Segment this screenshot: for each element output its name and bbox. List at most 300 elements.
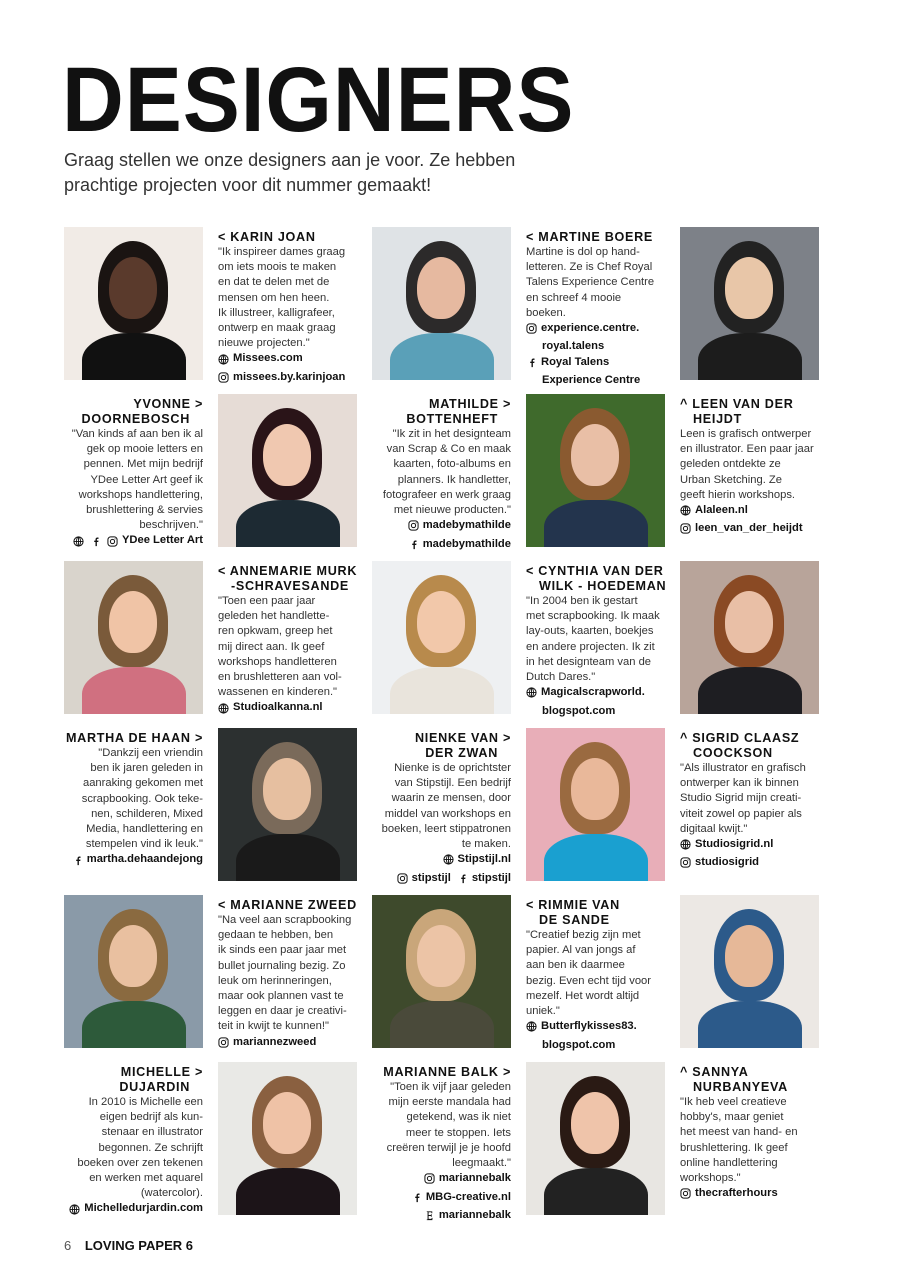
link-line [372,1208,511,1226]
bio-line: ontwerp en maak graag [218,322,336,335]
bio-line: kaarten, foto-albums en [393,458,511,471]
globe-icon [680,839,691,850]
name-line [218,230,357,245]
arrow-icon: > [502,397,511,411]
bio-line: geleden het handlette- [218,610,330,623]
body-shape [698,667,802,714]
bio-line: maar ook plannen vast te [218,990,344,1003]
bio-line: en illustrator. Een paar jaar [680,443,814,456]
sigrid-claasz-coockson-profile [680,731,819,884]
facebook-link[interactable] [457,871,511,886]
bio-line: en brushletteren aan vol- [218,671,342,684]
face-shape [571,424,619,486]
bio-line: lay-outs, kaarten, boekjes [526,625,654,638]
link-line [372,1171,511,1189]
bio-line: ren opkwam, greep het [218,625,333,638]
designer-bio [64,427,203,533]
designer-name [64,397,203,427]
bio-line: online handlettering [680,1156,778,1169]
link-line [526,1038,665,1053]
bio-line: in het designteam van de [526,655,652,668]
bio-line: met scrapbooking. Ik maak [526,610,660,623]
designer-bio [218,245,357,351]
designer-bio [372,1080,511,1171]
name-text: MARTINE BOERE [538,230,654,244]
name-text: ANNEMARIE MURK [229,564,358,578]
instagram-link[interactable] [680,521,803,536]
name-line [526,564,665,579]
link-line [64,533,203,551]
link-line [372,871,511,889]
link-text: Studioalkanna.nl [233,701,323,714]
designer-name [526,898,665,928]
instagram-link[interactable] [408,518,511,533]
bio-line: boeken over zen tekenen [77,1156,203,1169]
face-shape [109,925,157,987]
instagram-link[interactable] [218,370,345,385]
instagram-icon [107,536,118,547]
bio-line: "Na veel aan scrapbooking [218,914,352,926]
name-text: MARIANNE BALK [383,1065,499,1079]
link-text: blogspot.com [542,704,616,717]
link-text: YDee Letter Art [121,534,203,547]
bio-line: Ik illustreer, kalligrafeer, [218,306,335,319]
name-text: HEIJDT [693,412,742,426]
mathilde-bottenheft-profile [372,397,511,550]
name-text: BOTTENHEFT [406,412,498,426]
bio-line: en andere projecten. Ik zit [526,640,655,653]
body-shape [236,834,340,881]
bio-line: "Ik inspireer dames graag [218,246,346,258]
globe-link[interactable] [526,685,645,700]
name-line [680,746,819,761]
globe-icon [526,687,537,698]
link-text: Missees.com [233,352,303,365]
bio-line: middel van workshops en [384,807,511,820]
link-line [218,1035,357,1053]
name-line [680,731,819,746]
arrow-icon: ^ [680,397,689,411]
arrow-icon: > [194,1065,203,1079]
link-line [680,837,819,855]
bio-line: planners. Ik handletter, [397,473,511,486]
globe-icon [443,854,454,865]
link-line [680,503,819,521]
facebook-icon [408,539,419,550]
instagram-icon [680,523,691,534]
arrow-icon: > [502,1065,511,1079]
name-text: SIGRID CLAASZ [692,731,800,745]
facebook-link[interactable] [90,536,101,547]
link-text: royal.talens [542,340,605,353]
face-shape [725,591,773,653]
globe-icon [73,536,84,547]
instagram-link[interactable] [218,1035,316,1050]
bio-line: stenaar en illustrator [101,1126,203,1139]
face-shape [263,424,311,486]
designer-bio [526,245,665,321]
name-line [526,913,665,928]
leen-van-der-heijdt-profile [680,397,819,550]
facebook-icon [411,1192,422,1203]
page-subtitle: Graag stellen we onze designers aan je voor. Ze hebben prachtige projecten voor dit nummer gemaakt! [64,150,516,195]
instagram-link[interactable] [107,533,203,548]
facebook-link[interactable] [411,1190,511,1205]
link-text: Studiosigrid.nl [695,838,774,851]
name-line [680,1065,819,1080]
link-line [526,373,665,388]
link-line [526,321,665,339]
link-line [526,339,665,354]
sigrid-claasz-coockson-photo [680,561,819,714]
bio-line: het meest van hand- en [680,1126,798,1139]
globe-icon [680,505,691,516]
name-line [218,579,357,594]
globe-link[interactable] [69,1201,203,1216]
bio-line: "Dankzij een vriendin [98,747,203,759]
body-shape [698,333,802,380]
link-text: stipstijl [411,871,451,884]
name-line [372,746,511,761]
body-shape [544,1168,648,1215]
etsy-link[interactable] [424,1208,511,1223]
name-text: -SCHRAVESANDE [231,579,350,593]
name-text: KARIN JOAN [230,230,316,244]
rimmie-van-de-sande-photo [372,895,511,1048]
karin-joan-photo [64,227,203,380]
michelle-dujardin-profile [64,1065,203,1218]
marianne-balk-photo [526,1062,665,1215]
bio-line: geleden ontdekte ze [680,458,781,471]
facebook-link[interactable] [526,355,609,370]
globe-link[interactable] [526,1019,637,1034]
name-text: SANNYA [692,1065,749,1079]
bio-line: "Creatief bezig zijn met [526,929,641,941]
bio-line: waarin ze mensen, door [391,792,511,805]
link-text: Magicalscrapworld. [541,686,645,699]
globe-icon [526,1021,537,1032]
arrow-icon: < [526,230,535,244]
link-line [526,1019,665,1037]
bio-line: Media, handlettering en [86,823,203,836]
designer-name [64,731,203,746]
globe-link[interactable] [680,837,773,852]
designer-name [680,731,819,761]
face-shape [417,591,465,653]
face-shape [725,925,773,987]
name-text: RIMMIE VAN [538,898,620,912]
face-shape [263,1092,311,1154]
bio-line: begonnen. Ze schrijft [98,1141,203,1154]
bio-line: In 2010 is Michelle een [88,1096,203,1108]
name-text: COOCKSON [693,746,773,760]
bio-line: getekend, was ik niet [406,1111,511,1124]
name-line [218,898,357,913]
face-shape [571,758,619,820]
name-text: MARTHA DE HAAN [65,731,191,745]
continued-link[interactable] [526,339,604,354]
bio-line: digitaal kwijt." [680,822,748,835]
bio-line: bullet journaling bezig. Zo [218,959,346,972]
bio-line: bezig. Even echt tijd voor [526,974,651,987]
face-shape [109,257,157,319]
bio-line: gedaan te hebben, ben [218,929,334,942]
body-shape [82,333,186,380]
body-shape [390,333,494,380]
marianne-zweed-profile [218,898,357,1051]
bio-line: workshops." [680,1172,741,1185]
facebook-icon [526,357,537,368]
annemarie-murk-schravesande-profile [218,564,357,717]
yvonne-doornebosch-profile [64,397,203,550]
link-line [680,855,819,873]
name-line [64,731,203,746]
globe-link[interactable] [680,503,748,518]
bio-line: en werken met aquarel [89,1172,203,1185]
name-line [372,731,511,746]
globe-link[interactable] [218,351,303,366]
bio-line: "Toen een paar jaar [218,595,316,607]
bio-line: viteit zowel op papier als [680,807,802,820]
annemarie-murk-schravesande-photo [64,561,203,714]
bio-line: Martine is dol op hand- [526,246,640,258]
instagram-icon [424,1173,435,1184]
instagram-icon [680,1188,691,1199]
arrow-icon: < [218,898,227,912]
face-shape [263,758,311,820]
link-text: mariannebalk [438,1172,511,1185]
globe-link[interactable] [443,852,511,867]
arrow-icon: > [502,731,511,745]
nienke-van-der-zwan-photo [526,728,665,881]
body-shape [390,1001,494,1048]
bio-line: letteren. Ze is Chef Royal [526,261,653,274]
arrow-icon: < [526,898,535,912]
link-text: madebymathilde [422,537,511,550]
name-line [526,230,665,245]
instagram-link[interactable] [424,1171,511,1186]
page-title: DESIGNERS [62,49,575,151]
face-shape [417,925,465,987]
bio-line: Dutch Dares." [526,671,596,684]
name-text: MICHELLE [120,1065,191,1079]
nienke-van-der-zwan-profile [372,731,511,884]
link-text: experience.centre. [541,322,640,335]
bio-line: "In 2004 ben ik gestart [526,595,638,607]
designer-bio [680,427,819,503]
arrow-icon: > [194,731,203,745]
name-line [64,1065,203,1080]
sannya-nurbanyeva-photo [680,895,819,1048]
continued-link[interactable] [526,373,640,388]
name-line [218,564,357,579]
bio-line: "Als illustrator en grafisch [680,762,806,774]
link-line [526,704,665,719]
link-line [372,537,511,555]
bio-line: nieuwe projecten." [218,337,310,350]
bio-line: om iets moois te maken [218,261,337,274]
globe-icon [218,354,229,365]
name-text: NURBANYEVA [693,1080,788,1094]
cynthia-van-der-wilk-hoedeman-photo [372,561,511,714]
arrow-icon: > [194,397,203,411]
bio-line: aan ben ik daarmee [526,959,625,972]
bio-line: "Ik zit in het designteam [392,428,511,440]
link-line [218,370,357,388]
bio-line: hobby's, maar geniet [680,1111,784,1124]
link-line [218,351,357,369]
bio-line: scrapbooking. Ook teke- [81,792,203,805]
name-text: DE SANDE [539,913,610,927]
bio-line: "Toen ik vijf jaar geleden [390,1081,511,1093]
link-text: martha.dehaandejong [86,853,203,866]
instagram-icon [218,1037,229,1048]
link-line [64,852,203,870]
marianne-balk-profile [372,1065,511,1221]
name-text: YVONNE [133,397,191,411]
link-text: Stipstijl.nl [457,853,511,866]
bio-line: met nieuwe producten." [393,504,511,517]
name-line [64,397,203,412]
link-text: stipstijl [471,871,511,884]
name-text: WILK - HOEDEMAN [539,579,667,593]
bio-line: Leen is grafisch ontwerper [680,428,812,440]
link-text: Michelledurjardin.com [84,1202,203,1215]
name-text: CYNTHIA VAN DER [538,564,664,578]
link-text: thecrafterhours [695,1187,778,1200]
designer-bio [64,1095,203,1201]
bio-line: en schreef 4 mooie [526,291,622,304]
globe-link[interactable] [218,700,323,715]
body-shape [390,667,494,714]
designer-name [680,1065,819,1095]
bio-line: te maken. [461,838,511,851]
designer-name [372,731,511,761]
bio-line: aanraking gekomen met [82,777,203,790]
facebook-link[interactable] [72,852,203,867]
bio-line: Studio Sigrid mijn creati- [680,792,802,805]
name-line [680,397,819,412]
martine-boere-profile [526,230,665,386]
continued-link[interactable] [526,1038,615,1053]
globe-icon [218,703,229,714]
bio-line: "Van kinds af aan ben ik al [71,428,203,440]
facebook-icon [457,873,468,884]
designer-bio [680,1095,819,1186]
bio-line: uniek." [526,1005,560,1018]
bio-line: gek op mooie letters en [86,443,203,456]
facebook-link[interactable] [408,537,511,552]
link-line [218,700,357,718]
name-text: DOORNEBOSCH [81,412,190,426]
instagram-icon [218,372,229,383]
bio-line: en dat te delen met de [218,276,330,289]
designer-bio [680,761,819,837]
bio-line: mezelf. Het wordt altijd [526,989,640,1002]
designer-bio [372,427,511,518]
rimmie-van-de-sande-profile [526,898,665,1051]
globe-link[interactable] [73,536,84,547]
body-shape [82,667,186,714]
facebook-icon [90,536,101,547]
body-shape [544,834,648,881]
arrow-icon: < [218,564,227,578]
instagram-icon [526,323,537,334]
instagram-link[interactable] [397,871,451,886]
designer-bio [64,746,203,852]
link-line [680,1186,819,1204]
bio-line: fotografeer en werk graag [382,488,511,501]
bio-line: Talens Experience Centre [526,276,655,289]
name-line [526,898,665,913]
bio-line: teit in kwijt te kunnen!" [218,1020,329,1033]
arrow-icon: ^ [680,731,689,745]
link-line [64,1201,203,1219]
magazine-name: LOVING PAPER 6 [84,1238,193,1253]
designer-name [372,1065,511,1080]
link-text: mariannezweed [233,1035,317,1048]
instagram-link[interactable] [526,321,639,336]
arrow-icon: ^ [680,1065,689,1079]
bio-line: mij direct aan. Ik geef [218,640,325,653]
name-text: DER ZWAN [425,746,498,760]
link-text: studiosigrid [695,856,760,869]
bio-line: stempelen vind ik leuk." [85,838,203,851]
link-text: missees.by.karinjoan [233,370,346,383]
martha-de-haan-photo [218,728,357,881]
link-line [372,1190,511,1208]
designer-name [64,1065,203,1095]
designer-bio [218,594,357,700]
designer-name [218,230,357,245]
facebook-icon [72,855,83,866]
designer-bio [218,913,357,1035]
name-text: MARIANNE ZWEED [230,898,357,912]
cynthia-van-der-wilk-hoedeman-profile [526,564,665,717]
link-text: Butterflykisses83. [541,1020,637,1033]
bio-line: van Stipstijl. Een bedrijf [394,777,511,790]
bio-line: mijn eerste mandala had [388,1096,511,1109]
bio-line: beschrijven." [139,519,203,532]
instagram-icon [680,857,691,868]
body-shape [236,500,340,547]
bio-line: boeken. [526,306,566,319]
bio-line: eigen bedrijf als kun- [99,1111,203,1124]
martine-boere-photo [372,227,511,380]
bio-line: ben ik jaren geleden in [90,762,203,775]
instagram-link[interactable] [680,1186,778,1201]
continued-link[interactable] [526,704,615,719]
link-text: blogspot.com [542,1038,616,1051]
name-line [372,397,511,412]
bio-line: mensen om hen heen. [218,291,330,304]
instagram-link[interactable] [680,855,759,870]
face-shape [109,591,157,653]
body-shape [236,1168,340,1215]
arrow-icon: < [218,230,227,244]
body-shape [82,1001,186,1048]
name-line [64,412,203,427]
martha-de-haan-profile [64,731,203,884]
instagram-icon [408,520,419,531]
bio-line: leggen en daar je creativi- [218,1005,347,1018]
instagram-icon [397,873,408,884]
name-text: DUJARDIN [119,1080,190,1094]
page-footer [64,1238,193,1253]
name-line [64,1080,203,1095]
bio-line: boeken, leert stippatronen [381,822,511,835]
designer-name [526,564,665,594]
